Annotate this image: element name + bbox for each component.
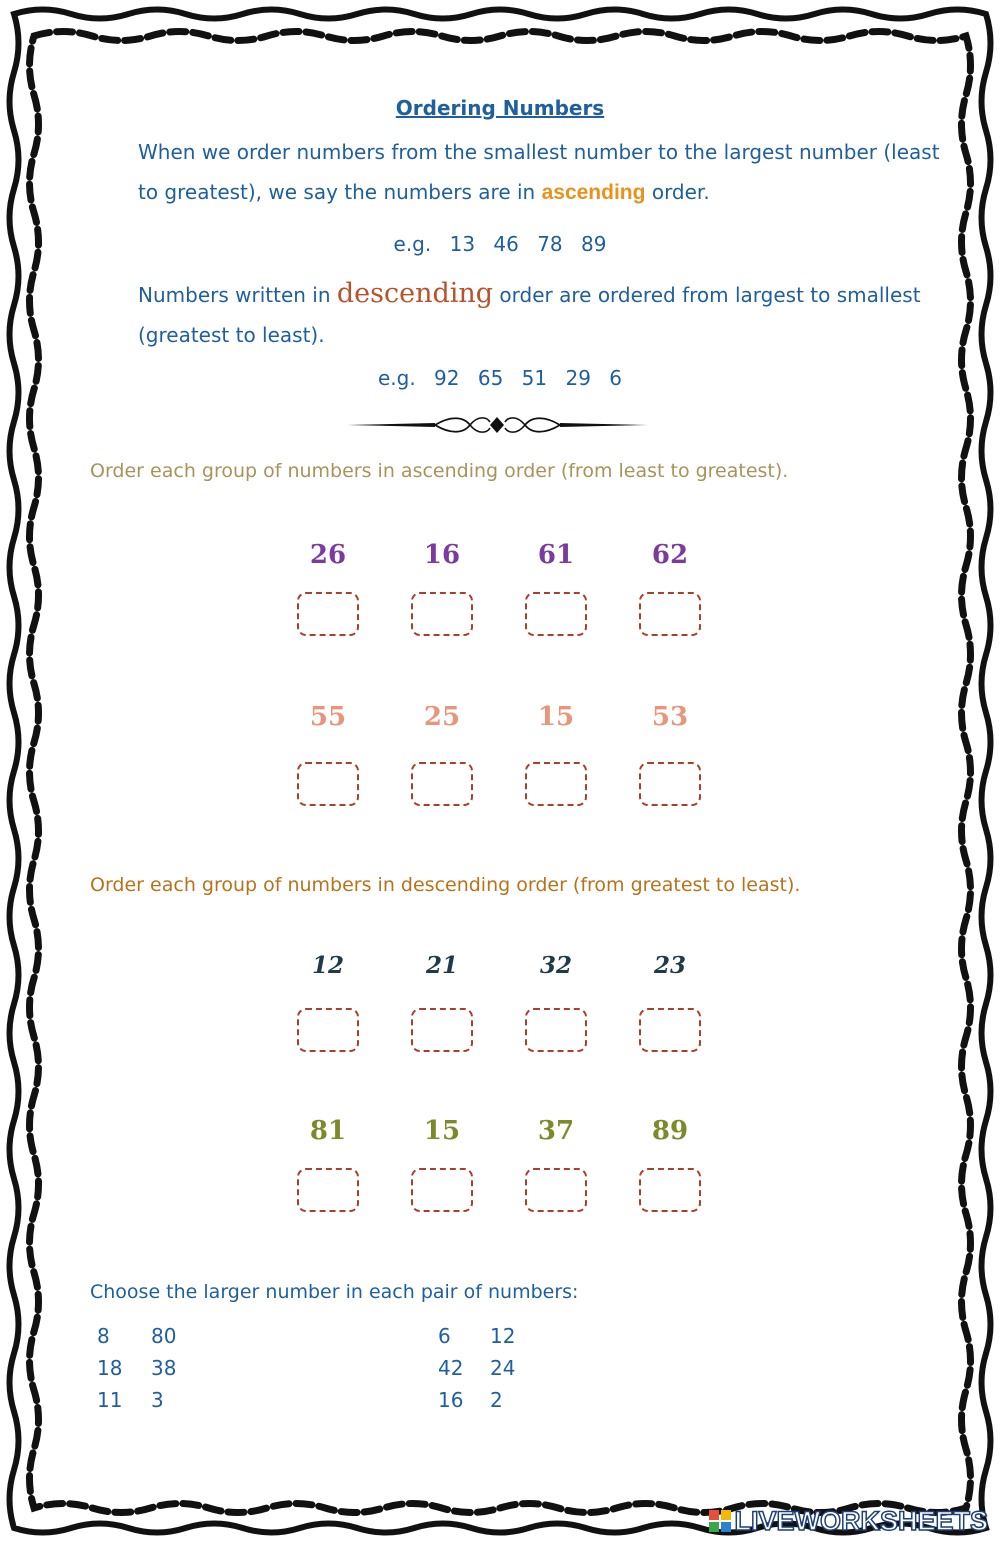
descending-definition-end: order are ordered from largest to smallest (greatest to least). — [138, 283, 921, 347]
pair-row — [438, 1352, 515, 1384]
answer-drop-box[interactable] — [297, 592, 359, 636]
page-title: Ordering Numbers — [395, 96, 605, 120]
left-pairs-list — [97, 1320, 176, 1416]
answer-drop-box[interactable] — [297, 1168, 359, 1212]
answer-drop-box[interactable] — [639, 1168, 701, 1212]
group-number[interactable]: 15 — [537, 702, 575, 732]
group-number[interactable]: 62 — [651, 540, 689, 570]
answer-drop-box[interactable] — [411, 762, 473, 806]
pair-number[interactable]: 24 — [490, 1356, 516, 1380]
ascending-definition-end: order. — [645, 180, 710, 204]
pairs-instruction: Choose the larger number in each pair of numbers: — [90, 1281, 579, 1303]
descending-highlight: descending — [336, 278, 494, 309]
descending-example: e.g. 92 65 51 29 6 — [377, 366, 623, 390]
pair-number[interactable]: 6 — [438, 1324, 451, 1348]
group-number[interactable]: 12 — [311, 952, 344, 979]
group-number[interactable]: 61 — [537, 540, 575, 570]
ascending-highlight: ascending — [541, 181, 646, 204]
answer-drop-box[interactable] — [411, 1008, 473, 1052]
descending-definition — [90, 274, 958, 355]
group-number[interactable]: 15 — [423, 1116, 461, 1146]
pair-number[interactable]: 12 — [490, 1324, 516, 1348]
pair-number[interactable]: 18 — [97, 1356, 123, 1380]
answer-drop-box[interactable] — [297, 762, 359, 806]
answer-drop-box[interactable] — [525, 1168, 587, 1212]
answer-drop-box[interactable] — [525, 1008, 587, 1052]
answer-drop-box[interactable] — [639, 762, 701, 806]
pair-number[interactable]: 3 — [151, 1388, 164, 1412]
pair-row — [97, 1320, 176, 1352]
pair-number[interactable]: 38 — [151, 1356, 177, 1380]
pair-number[interactable]: 80 — [151, 1324, 177, 1348]
logo-text: LIVEWORKSHEETS — [734, 1506, 988, 1536]
pair-row — [438, 1384, 515, 1416]
group-number[interactable]: 26 — [309, 540, 347, 570]
pair-number[interactable]: 16 — [438, 1388, 464, 1412]
answer-drop-box[interactable] — [639, 1008, 701, 1052]
descending-instruction: Order each group of numbers in descending order (from greatest to least). — [90, 874, 801, 896]
pair-number[interactable]: 8 — [97, 1324, 110, 1348]
answer-drop-box[interactable] — [297, 1008, 359, 1052]
ascending-definition-text: When we order numbers from the smallest number to the largest number (least to greatest), we say the numbers are in — [138, 140, 940, 204]
right-pairs-list — [438, 1320, 515, 1416]
answer-drop-box[interactable] — [525, 762, 587, 806]
ascending-example: e.g. 13 46 78 89 — [393, 232, 607, 256]
pair-number[interactable]: 2 — [490, 1388, 503, 1412]
group-number[interactable]: 21 — [425, 952, 458, 979]
answer-drop-box[interactable] — [525, 592, 587, 636]
answer-drop-box[interactable] — [411, 592, 473, 636]
ornamental-divider — [345, 410, 650, 440]
pair-number[interactable]: 11 — [97, 1388, 123, 1412]
pair-row — [97, 1384, 176, 1416]
answer-drop-box[interactable] — [411, 1168, 473, 1212]
group-number[interactable]: 53 — [651, 702, 689, 732]
group-number[interactable]: 32 — [539, 952, 572, 979]
pair-row — [438, 1320, 515, 1352]
answer-drop-box[interactable] — [639, 592, 701, 636]
group-number[interactable]: 25 — [423, 702, 461, 732]
liveworksheets-mark-icon — [708, 1509, 732, 1533]
ascending-definition — [90, 132, 958, 213]
group-number[interactable]: 55 — [309, 702, 347, 732]
ascending-instruction: Order each group of numbers in ascending order (from least to greatest). — [90, 460, 789, 482]
descending-definition-text: Numbers written in — [138, 283, 337, 307]
pair-number[interactable]: 42 — [438, 1356, 464, 1380]
liveworksheets-logo — [708, 1506, 988, 1537]
group-number[interactable]: 37 — [537, 1116, 575, 1146]
group-number[interactable]: 16 — [423, 540, 461, 570]
group-number[interactable]: 81 — [309, 1116, 347, 1146]
pair-row — [97, 1352, 176, 1384]
group-number[interactable]: 89 — [651, 1116, 689, 1146]
group-number[interactable]: 23 — [653, 952, 686, 979]
